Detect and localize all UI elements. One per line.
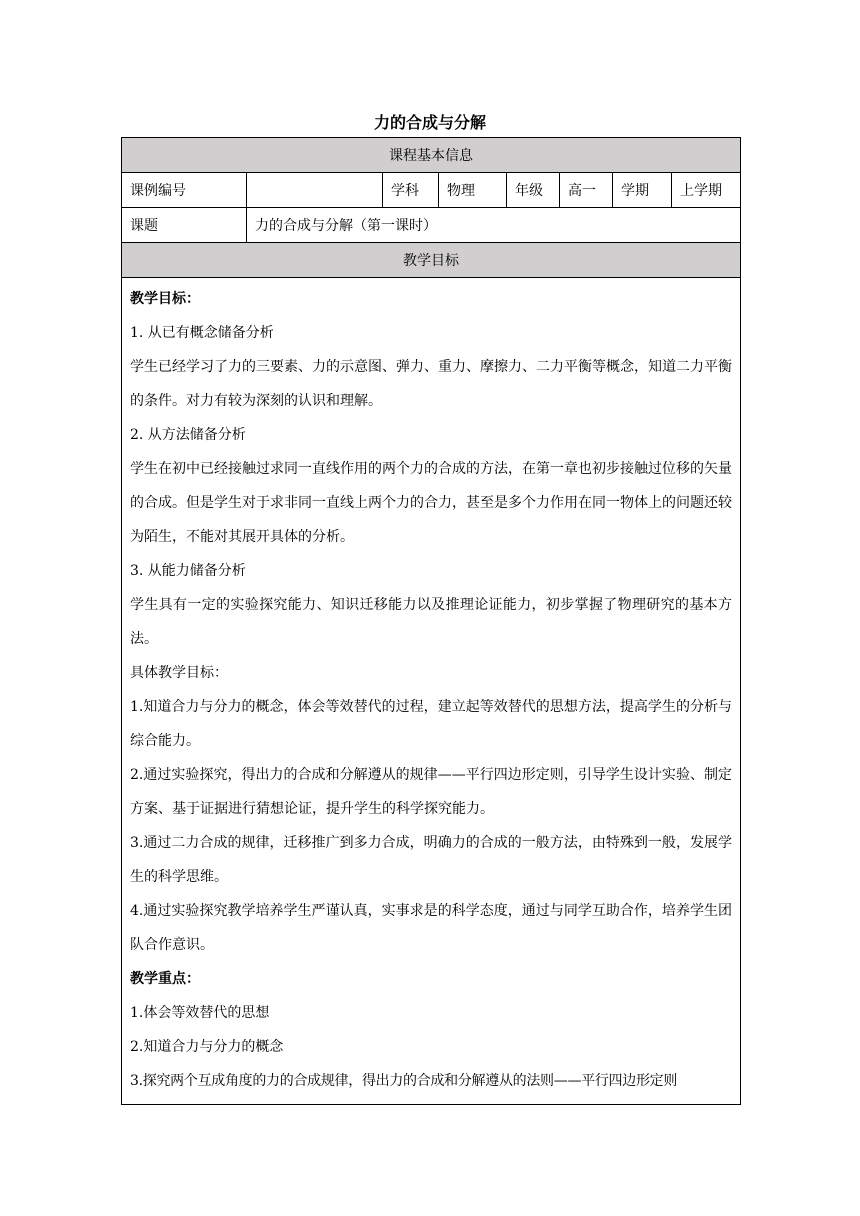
- course-id-value: [247, 173, 383, 208]
- item2-title: 2. 从方法储备分析: [130, 427, 246, 443]
- subject-label: 学科: [383, 173, 439, 208]
- term-value: 上学期: [672, 173, 741, 208]
- key-points-heading: 教学重点：: [130, 971, 200, 987]
- course-id-label: 课例编号: [122, 173, 247, 208]
- item2-text: 学生在初中已经接触过求同一直线作用的两个力的合成的方法，在第一章也初步接触过位移的矢量的合成。但是学生对于求非同一直线上两个力的合力，甚至是多个力作用在同一物体上的问题还较为陌生，不能对其展开具体的分析。: [130, 461, 732, 545]
- lesson-plan-table: [121, 137, 741, 1105]
- goal-3: 3.通过二力合成的规律，迁移推广到多力合成，明确力的合成的一般方法，由特殊到一般，发展学生的科学思维。: [130, 835, 732, 885]
- item3-text: 学生具有一定的实验探究能力、知识迁移能力以及推理论证能力，初步掌握了物理研究的基本方法。: [130, 597, 732, 647]
- topic-label: 课题: [122, 208, 247, 243]
- goal-1: 1.知道合力与分力的概念，体会等效替代的过程，建立起等效替代的思想方法，提高学生的分析与综合能力。: [130, 699, 732, 749]
- key-point-2: 2.知道合力与分力的概念: [130, 1039, 284, 1055]
- grade-value: 高一: [560, 173, 613, 208]
- objectives-heading: 教学目标：: [130, 291, 200, 307]
- key-point-1: 1.体会等效替代的思想: [130, 1005, 270, 1021]
- goal-2: 2.通过实验探究，得出力的合成和分解遵从的规律——平行四边形定则，引导学生设计实验、制定方案、基于证据进行猜想论证，提升学生的科学探究能力。: [130, 767, 732, 817]
- section-header-course-info: 课程基本信息: [122, 138, 741, 173]
- objectives-content: [122, 278, 741, 1105]
- specific-objectives-heading: 具体教学目标：: [130, 665, 228, 681]
- item1-text: 学生已经学习了力的三要素、力的示意图、弹力、重力、摩擦力、二力平衡等概念，知道二力平衡的条件。对力有较为深刻的认识和理解。: [130, 359, 732, 409]
- topic-value: 力的合成与分解（第一课时）: [247, 208, 741, 243]
- item1-title: 1. 从已有概念储备分析: [130, 325, 274, 341]
- goal-4: 4.通过实验探究教学培养学生严谨认真，实事求是的科学态度，通过与同学互助合作，培养学生团队合作意识。: [130, 903, 732, 953]
- document-title: 力的合成与分解: [373, 113, 486, 132]
- key-point-3: 3.探究两个互成角度的力的合成规律，得出力的合成和分解遵从的法则——平行四边形定则: [130, 1073, 678, 1089]
- subject-value: 物理: [439, 173, 507, 208]
- section-header-objectives: 教学目标: [122, 243, 741, 278]
- item3-title: 3. 从能力储备分析: [130, 563, 246, 579]
- grade-label: 年级: [507, 173, 560, 208]
- term-label: 学期: [613, 173, 672, 208]
